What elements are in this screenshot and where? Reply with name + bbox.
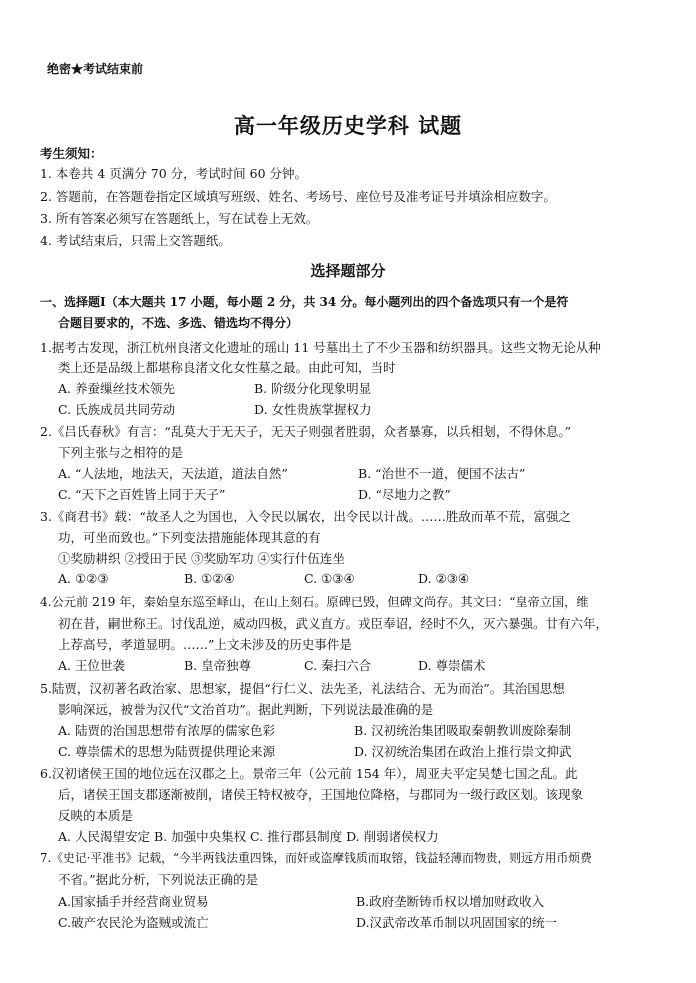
question-stem: 初在昔，嗣世称王。讨伐乱逆，威动四极，武义直方。戎臣奉诏，经时不久，灭六暴强。廿有六年， xyxy=(58,616,609,631)
option-a: A. 养蚕缫丝技术领先 xyxy=(58,381,175,396)
option-a: A. ①②③ xyxy=(58,571,109,586)
option-b: B.政府垄断铸币权以增加财政收入 xyxy=(356,894,545,909)
option-d: D. 尊崇儒术 xyxy=(418,658,486,673)
question-items: ①奖励耕织 ②授田于民 ③奖励军功 ④实行什伍连坐 xyxy=(58,551,345,566)
notice-heading: 考生须知： xyxy=(40,146,103,161)
notice-item: 1. 本卷共 4 页满分 70 分，考试时间 60 分钟。 xyxy=(40,166,308,181)
question-stem: 上荐高号，孝道显明。……”上文未涉及的历史事件是 xyxy=(58,637,352,652)
section-instruction: 一、选择题Ⅰ（本大题共 17 小题，每小题 2 分，共 34 分。每小题列出的四个备选项只有一个是符 xyxy=(40,295,569,309)
question-stem: 5.陆贾，汉初著名政治家、思想家，提倡“行仁义、法先圣，礼法结合、无为而治”。其治国思想 xyxy=(40,681,565,696)
question-stem: 1.据考古发现，浙江杭州良渚文化遗址的瑶山 11 号墓出土了不少玉器和纺织器具。这些文物无论从种 xyxy=(40,340,601,355)
option-c: C. 秦扫六合 xyxy=(304,658,372,673)
option-c: C. 尊崇儒术的思想为陆贾提供理论来源 xyxy=(58,744,276,759)
question-stem: 功，可坐而致也。”下列变法措施能体现其意的有 xyxy=(58,530,321,545)
notice-item: 4. 考试结束后，只需上交答题纸。 xyxy=(40,233,231,248)
option-d: D. “尽地力之教” xyxy=(358,487,451,502)
question-stem: 4.公元前 219 年，秦始皇东巡至峄山，在山上刻石。原碑已毁，但碑文尚存。其文曰：“皇帝立国，维 xyxy=(40,595,589,609)
section-title: 选择题部分 xyxy=(310,262,386,280)
question-stem: 7.《史记·平准书》记载，“今半两钱法重四铢，而奸或盗摩钱质而取镕，钱益轻薄而物贵，则远方用币烦费 xyxy=(40,851,592,865)
option-b: B. 皇帝独尊 xyxy=(184,658,252,673)
question-stem: 3.《商君书》载：“故圣人之为国也，入令民以属农，出令民以计战。……胜敌而革不荒，富强之 xyxy=(40,509,571,524)
option-a: A.国家插手并经营商业贸易 xyxy=(58,894,209,909)
question-stem: 不省。”据此分析，下列说法正确的是 xyxy=(58,872,259,887)
option-b: B. 阶级分化现象明显 xyxy=(254,381,372,396)
confidential-stamp: 绝密★考试结束前 xyxy=(47,62,144,76)
option-c: C. ①③④ xyxy=(304,571,355,586)
option-c: C. 氏族成员共同劳动 xyxy=(58,402,176,417)
option-c: C.破产农民沦为盗贼或流亡 xyxy=(58,915,209,930)
question-stem: 6.汉初诸侯王国的地位远在汉郡之上。景帝三年（公元前 154 年），周亚夫平定吴楚七国之乱。此 xyxy=(40,766,578,781)
option-d: D. 女性贵族掌握权力 xyxy=(254,402,372,417)
option-b: B. ①②④ xyxy=(184,571,235,586)
option-a: A. 王位世袭 xyxy=(58,658,125,673)
option-d: D. ②③④ xyxy=(418,571,470,586)
notice-item: 2. 答题前，在答题卷指定区域填写班级、姓名、考场号、座位号及准考证号并填涂相应数字。 xyxy=(40,189,556,204)
option-b: B. 汉初统治集团吸取秦朝教训废除秦制 xyxy=(354,723,572,738)
section-instruction: 合题目要求的，不选、多选、错选均不得分） xyxy=(58,316,299,330)
option-d: D. 汉初统治集团在政治上推行崇文抑武 xyxy=(354,744,572,759)
option-b: B. “治世不一道，便国不法古” xyxy=(358,466,526,481)
question-stem: 影响深远，被誉为汉代“文治首功”。据此判断，下列说法最准确的是 xyxy=(58,702,434,717)
option-a: A. 陆贾的治国思想带有浓厚的儒家色彩 xyxy=(58,723,275,738)
page-title: 高一年级历史学科 试题 xyxy=(233,113,463,138)
question-stem: 下列主张与之相符的是 xyxy=(58,445,184,460)
notice-item: 3. 所有答案必须写在答题纸上，写在试卷上无效。 xyxy=(40,211,319,226)
option-row: A. 人民渴望安定 B. 加强中央集权 C. 推行郡县制度 D. 削弱诸侯权力 xyxy=(58,829,439,844)
option-a: A. “人法地，地法天，天法道，道法自然” xyxy=(58,466,288,481)
option-c: C. “天下之百姓皆上同于天子” xyxy=(58,487,226,502)
question-stem: 后，诸侯王国支郡逐渐被削，诸侯王特权被夺，王国地位降格，与郡同为一级行政区划。该现象 xyxy=(58,787,584,802)
question-stem: 2.《吕氏春秋》有言：“乱莫大于无天子，无天子则强者胜弱，众者暴寡，以兵相刬，不得休息。” xyxy=(40,424,571,439)
option-d: D.汉武帝改革币制以巩固国家的统一 xyxy=(356,915,558,930)
question-stem: 类上还是品级上都堪称良渚文化女性墓之最。由此可知，当时 xyxy=(58,360,396,375)
question-stem: 反映的本质是 xyxy=(58,808,134,823)
